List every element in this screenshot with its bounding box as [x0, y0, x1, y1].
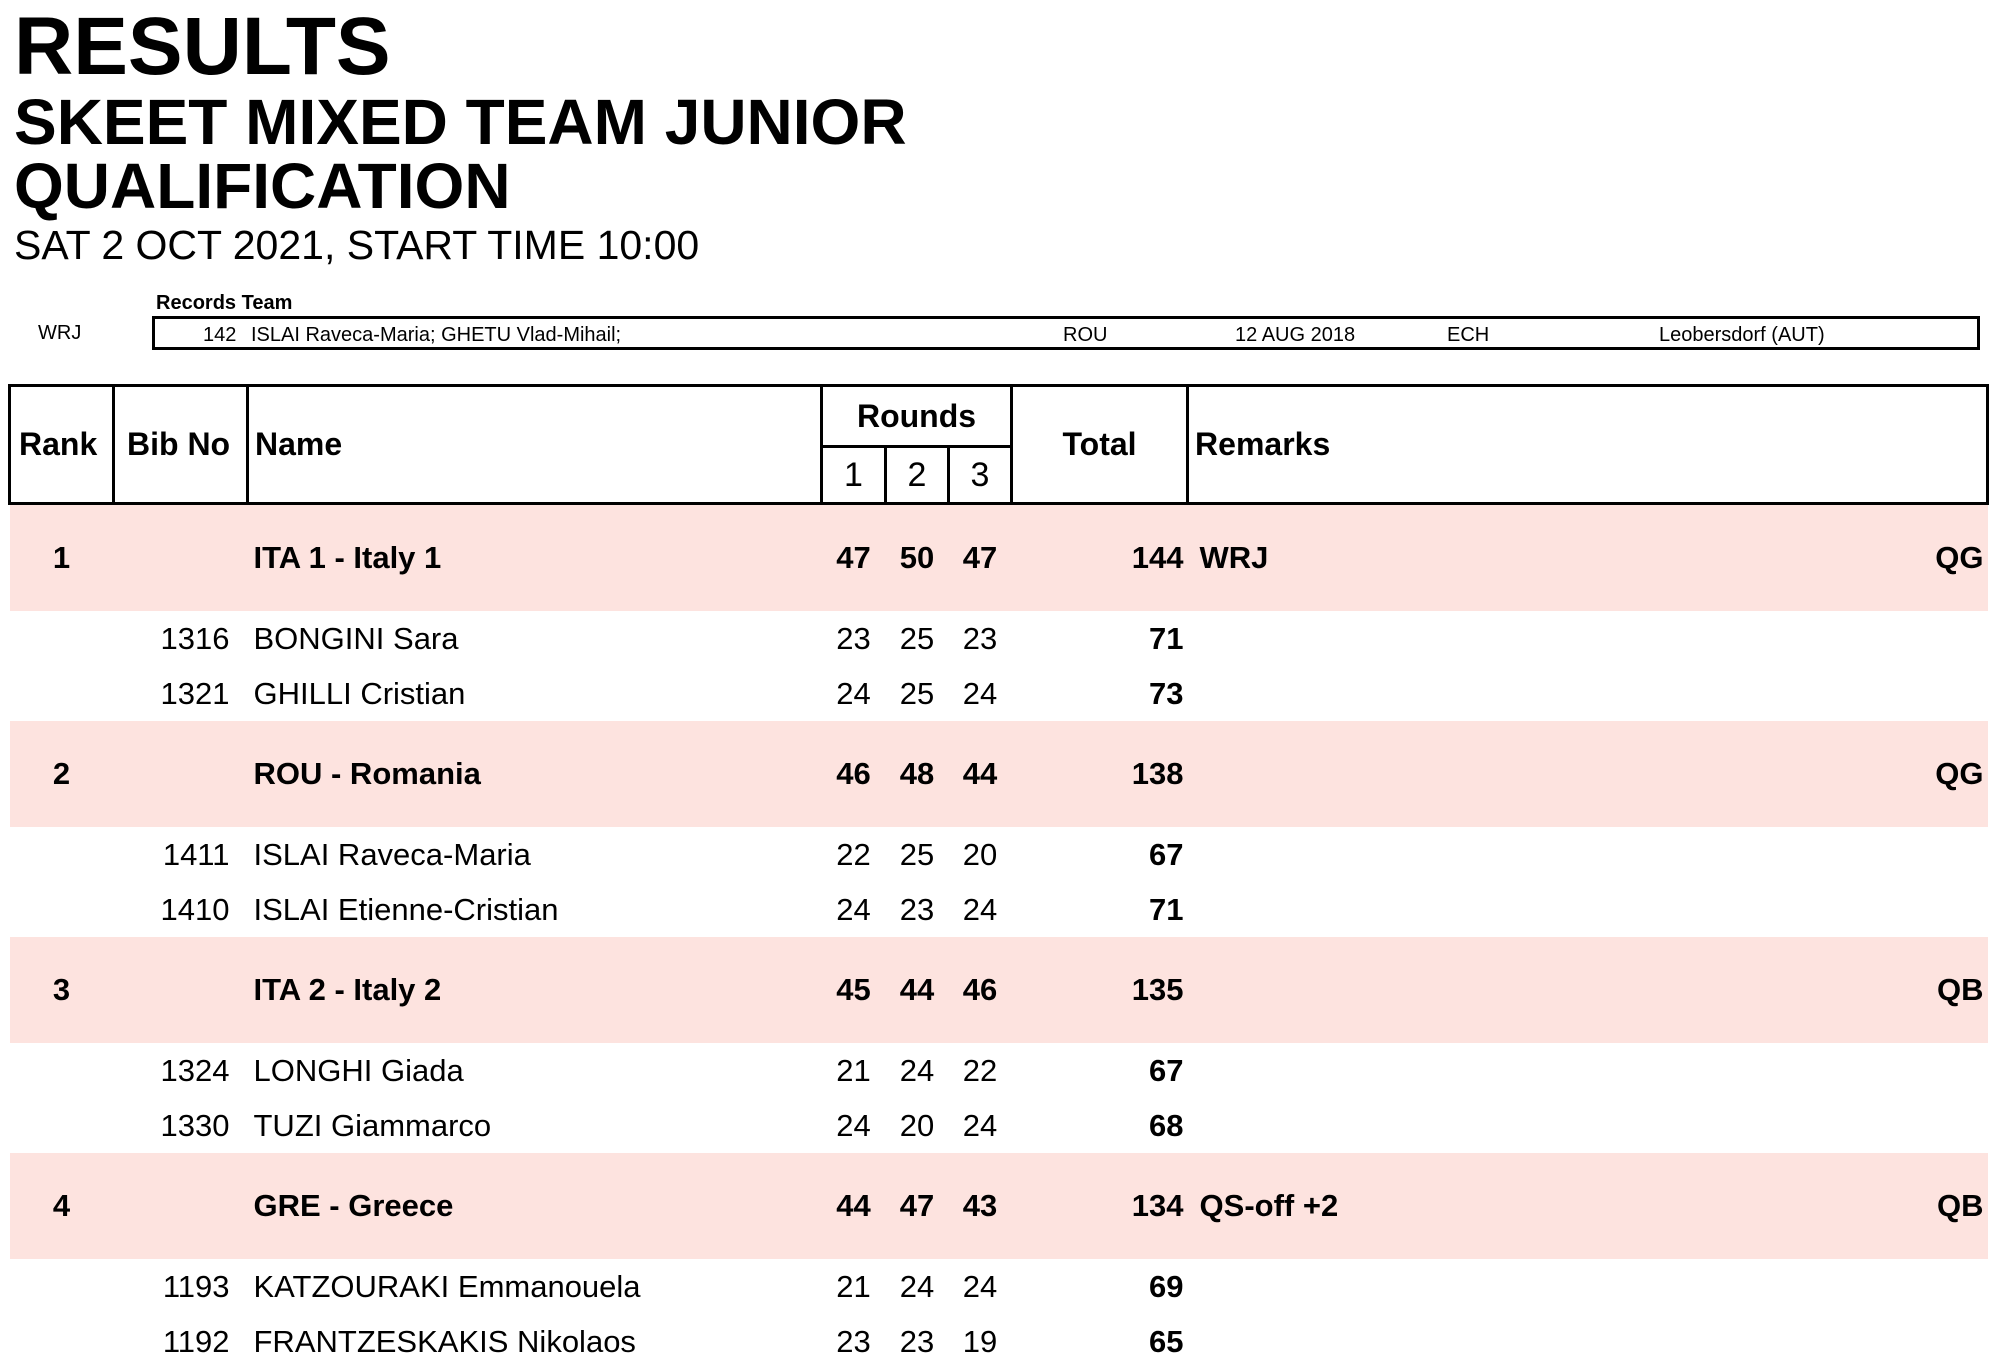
athlete-name: ISLAI Raveca-Maria: [248, 827, 822, 882]
team-remarks: [1188, 1153, 1988, 1259]
athlete-round-3: 22: [949, 1043, 1012, 1098]
athlete-round-2: 23: [886, 882, 949, 937]
athlete-bib: 1193: [114, 1259, 248, 1314]
team-round-1: 45: [822, 937, 886, 1043]
team-row: [10, 937, 1988, 1043]
header-round-1: 1: [822, 447, 886, 504]
team-name: ITA 1 - Italy 1: [248, 504, 822, 612]
team-row: [10, 721, 1988, 827]
athlete-total: 67: [1012, 1043, 1188, 1098]
team-remarks: [1188, 721, 1988, 827]
records-bib: 142: [203, 324, 236, 347]
team-remarks: [1188, 504, 1988, 612]
athlete-remarks: [1188, 1098, 1988, 1153]
athlete-round-1: 22: [822, 827, 886, 882]
date-time: SAT 2 OCT 2021, START TIME 10:00: [14, 220, 907, 270]
qualification-badge: QG: [1935, 756, 1983, 792]
athlete-rank: [10, 1314, 114, 1369]
header-rank: Rank: [10, 386, 114, 504]
athlete-total: 69: [1012, 1259, 1188, 1314]
athlete-round-1: 23: [822, 611, 886, 666]
team-round-3: 43: [949, 1153, 1012, 1259]
athlete-round-3: 24: [949, 666, 1012, 721]
team-round-3: 44: [949, 721, 1012, 827]
athlete-round-2: 25: [886, 611, 949, 666]
qualification-badge: QB: [1937, 972, 1984, 1008]
athlete-rank: [10, 1043, 114, 1098]
athlete-remarks: [1188, 827, 1988, 882]
athlete-remarks: [1188, 882, 1988, 937]
records-names: ISLAI Raveca-Maria; GHETU Vlad-Mihail;: [251, 324, 621, 347]
athlete-row: [10, 1098, 1988, 1153]
header-bib: Bib No: [114, 386, 248, 504]
team-remarks: [1188, 937, 1988, 1043]
athlete-round-3: 24: [949, 882, 1012, 937]
team-round-1: 44: [822, 1153, 886, 1259]
athlete-round-1: 21: [822, 1259, 886, 1314]
athlete-round-2: 25: [886, 827, 949, 882]
team-name: GRE - Greece: [248, 1153, 822, 1259]
team-total: 144: [1012, 504, 1188, 612]
athlete-remarks: [1188, 611, 1988, 666]
team-round-1: 47: [822, 504, 886, 612]
athlete-round-3: 24: [949, 1098, 1012, 1153]
athlete-total: 71: [1012, 611, 1188, 666]
event-title: SKEET MIXED TEAM JUNIOR: [14, 90, 907, 154]
athlete-row: [10, 1314, 1988, 1369]
team-row: [10, 504, 1988, 612]
athlete-bib: 1324: [114, 1043, 248, 1098]
athlete-bib: 1411: [114, 827, 248, 882]
title-block: [14, 0, 907, 270]
team-round-2: 48: [886, 721, 949, 827]
athlete-rank: [10, 666, 114, 721]
records-code: WRJ: [38, 322, 81, 345]
team-rank: 1: [10, 504, 114, 612]
team-bib: [114, 937, 248, 1043]
team-round-2: 44: [886, 937, 949, 1043]
team-bib: [114, 1153, 248, 1259]
athlete-round-3: 20: [949, 827, 1012, 882]
team-rank: 4: [10, 1153, 114, 1259]
team-total: 135: [1012, 937, 1188, 1043]
team-remark: WRJ: [1200, 540, 1269, 576]
athlete-round-1: 24: [822, 882, 886, 937]
header-round-2: 2: [886, 447, 949, 504]
athlete-round-1: 21: [822, 1043, 886, 1098]
athlete-bib: 1321: [114, 666, 248, 721]
athlete-bib: 1316: [114, 611, 248, 666]
athlete-bib: 1330: [114, 1098, 248, 1153]
athlete-round-2: 24: [886, 1043, 949, 1098]
team-rank: 2: [10, 721, 114, 827]
team-round-2: 47: [886, 1153, 949, 1259]
athlete-rank: [10, 1259, 114, 1314]
team-round-2: 50: [886, 504, 949, 612]
team-bib: [114, 504, 248, 612]
athlete-bib: 1410: [114, 882, 248, 937]
records-noc: ROU: [1063, 324, 1107, 347]
table-body: [10, 504, 1988, 1369]
athlete-round-1: 23: [822, 1314, 886, 1369]
team-round-1: 46: [822, 721, 886, 827]
team-remark: QS-off +2: [1200, 1188, 1339, 1224]
athlete-rank: [10, 827, 114, 882]
athlete-rank: [10, 882, 114, 937]
records-label: Records Team: [156, 292, 292, 315]
qualification-badge: QG: [1935, 540, 1983, 576]
table-header: [10, 386, 1988, 504]
athlete-row: [10, 611, 1988, 666]
header-name: Name: [248, 386, 822, 504]
athlete-name: FRANTZESKAKIS Nikolaos: [248, 1314, 822, 1369]
records-date: 12 AUG 2018: [1235, 324, 1355, 347]
athlete-round-2: 24: [886, 1259, 949, 1314]
header-round-3: 3: [949, 447, 1012, 504]
qualification-badge: QB: [1937, 1188, 1984, 1224]
page-title: RESULTS: [14, 4, 907, 90]
athlete-row: [10, 1259, 1988, 1314]
athlete-total: 65: [1012, 1314, 1188, 1369]
athlete-name: GHILLI Cristian: [248, 666, 822, 721]
athlete-round-3: 24: [949, 1259, 1012, 1314]
athlete-remarks: [1188, 1043, 1988, 1098]
results-table: [8, 384, 1989, 1369]
athlete-rank: [10, 611, 114, 666]
team-row: [10, 1153, 1988, 1259]
athlete-name: TUZI Giammarco: [248, 1098, 822, 1153]
athlete-total: 67: [1012, 827, 1188, 882]
athlete-name: ISLAI Etienne-Cristian: [248, 882, 822, 937]
header-remarks: Remarks: [1188, 386, 1988, 504]
athlete-row: [10, 882, 1988, 937]
athlete-name: KATZOURAKI Emmanouela: [248, 1259, 822, 1314]
team-rank: 3: [10, 937, 114, 1043]
athlete-remarks: [1188, 666, 1988, 721]
team-name: ITA 2 - Italy 2: [248, 937, 822, 1043]
athlete-total: 68: [1012, 1098, 1188, 1153]
athlete-rank: [10, 1098, 114, 1153]
team-name: ROU - Romania: [248, 721, 822, 827]
athlete-bib: 1192: [114, 1314, 248, 1369]
team-total: 134: [1012, 1153, 1188, 1259]
athlete-total: 71: [1012, 882, 1188, 937]
athlete-round-2: 20: [886, 1098, 949, 1153]
athlete-row: [10, 1043, 1988, 1098]
athlete-round-2: 23: [886, 1314, 949, 1369]
records-event: ECH: [1447, 324, 1489, 347]
header-total: Total: [1012, 386, 1188, 504]
athlete-row: [10, 666, 1988, 721]
athlete-remarks: [1188, 1259, 1988, 1314]
athlete-round-2: 25: [886, 666, 949, 721]
athlete-name: LONGHI Giada: [248, 1043, 822, 1098]
phase-title: QUALIFICATION: [14, 154, 907, 218]
athlete-round-1: 24: [822, 1098, 886, 1153]
athlete-round-3: 23: [949, 611, 1012, 666]
athlete-round-3: 19: [949, 1314, 1012, 1369]
records-box: [152, 316, 1980, 350]
team-round-3: 47: [949, 504, 1012, 612]
athlete-remarks: [1188, 1314, 1988, 1369]
team-round-3: 46: [949, 937, 1012, 1043]
team-bib: [114, 721, 248, 827]
records-place: Leobersdorf (AUT): [1659, 324, 1825, 347]
team-total: 138: [1012, 721, 1188, 827]
athlete-total: 73: [1012, 666, 1188, 721]
athlete-row: [10, 827, 1988, 882]
athlete-round-1: 24: [822, 666, 886, 721]
athlete-name: BONGINI Sara: [248, 611, 822, 666]
header-rounds: Rounds: [822, 386, 1012, 447]
